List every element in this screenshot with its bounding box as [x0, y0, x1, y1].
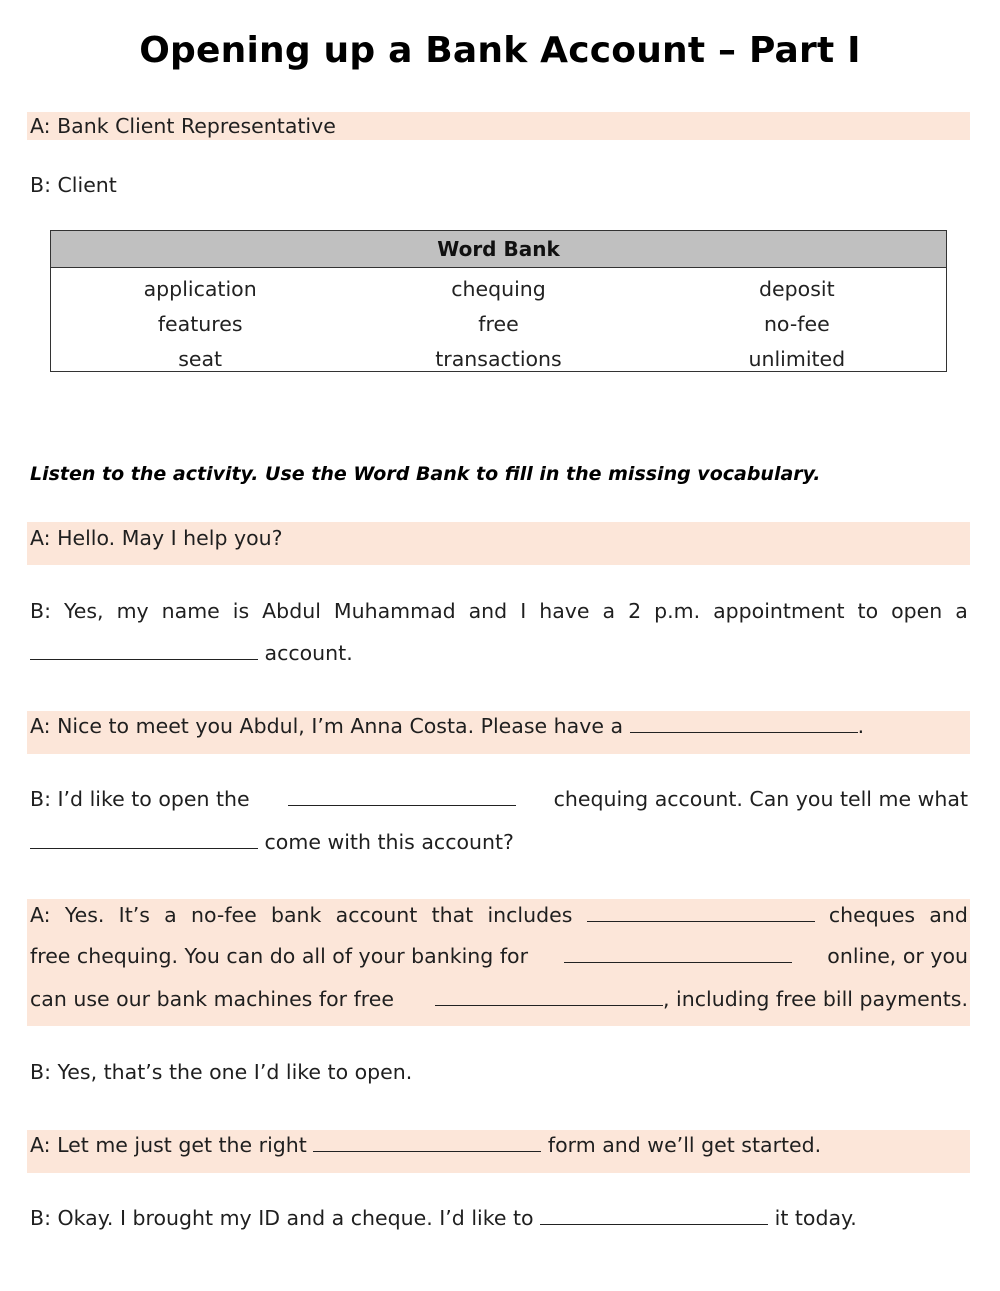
word-bank-word: free	[478, 312, 519, 336]
dialogue-line: B: Okay. I brought my ID and a cheque. I’d like to it today.	[30, 1206, 857, 1230]
dialogue-line-justified: A: Yes. It’s a no-fee bank account that includes cheques and	[30, 903, 968, 927]
fill-in-blank[interactable]	[540, 1206, 768, 1225]
instructions: Listen to the activity. Use the Word Bank to fill in the missing vocabulary.	[30, 463, 821, 485]
dialogue-line: come with this account?	[30, 830, 968, 854]
dialogue-line: A: Let me just get the right form and we’ll get started.	[30, 1133, 822, 1157]
dialogue-line: A: Nice to meet you Abdul, I’m Anna Costa. Please have a .	[30, 714, 865, 738]
word-bank-table	[50, 230, 947, 372]
word-bank-grid	[51, 268, 946, 377]
dialogue-line-justified: B: Yes, my name is Abdul Muhammad and I have a 2 p.m. appointment to open a	[30, 599, 968, 623]
fill-in-blank[interactable]	[30, 830, 258, 849]
fill-in-blank[interactable]	[630, 714, 858, 733]
role-a-label: A: Bank Client Representative	[30, 114, 336, 138]
page-title: Opening up a Bank Account – Part I	[139, 30, 861, 71]
fill-in-blank[interactable]	[288, 787, 516, 806]
dialogue-line-justified: B: I’d like to open the chequing account. Can you tell me what	[30, 787, 968, 811]
word-bank-word: features	[157, 312, 243, 336]
word-bank-word: deposit	[759, 277, 835, 301]
fill-in-blank[interactable]	[564, 944, 792, 963]
word-bank-word: application	[143, 277, 257, 301]
word-bank-heading: Word Bank	[51, 231, 946, 268]
dialogue-line: B: Yes, that’s the one I’d like to open.	[30, 1060, 413, 1084]
fill-in-blank[interactable]	[30, 641, 258, 660]
word-bank-word: transactions	[435, 347, 562, 371]
dialogue-line-justified: free chequing. You can do all of your banking for online, or you	[30, 944, 968, 968]
dialogue-line-justified: can use our bank machines for free , including free bill payments.	[30, 987, 968, 1011]
fill-in-blank[interactable]	[435, 987, 663, 1006]
word-bank-word: chequing	[451, 277, 546, 301]
dialogue-line: account.	[30, 641, 968, 665]
role-b-label: B: Client	[30, 173, 117, 197]
fill-in-blank[interactable]	[587, 903, 815, 922]
dialogue-line: A: Hello. May I help you?	[30, 526, 283, 550]
fill-in-blank[interactable]	[313, 1133, 541, 1152]
word-bank-word: unlimited	[748, 347, 846, 371]
word-bank-word: seat	[178, 347, 223, 371]
word-bank-word: no-fee	[763, 312, 830, 336]
